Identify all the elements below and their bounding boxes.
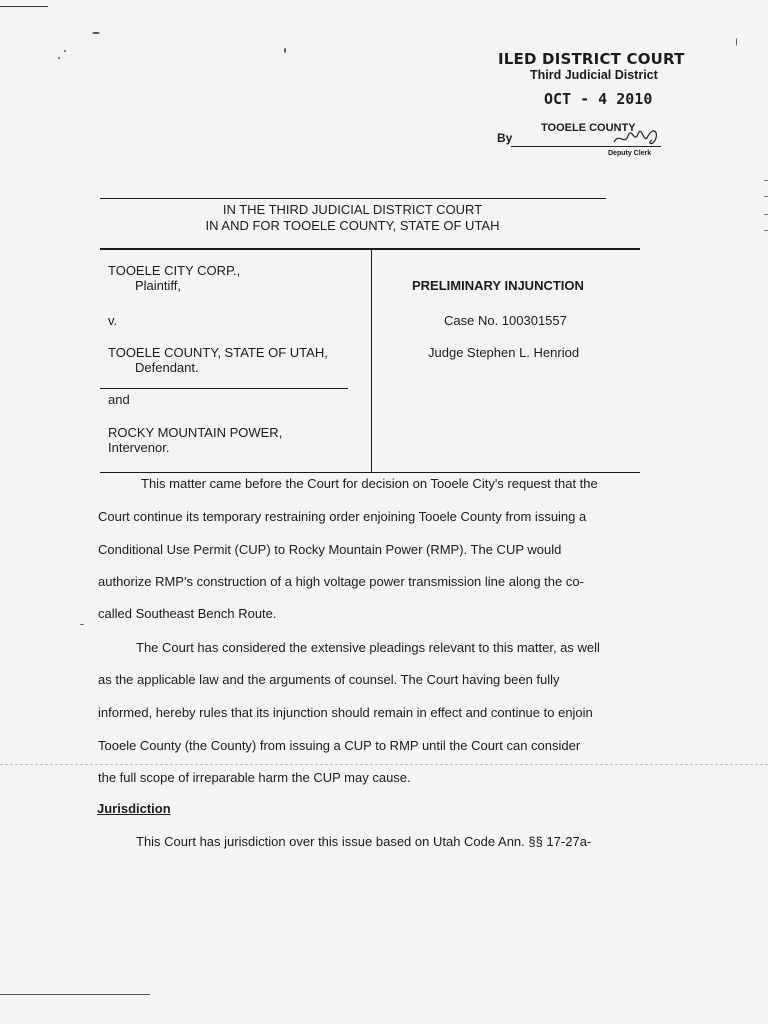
- scan-speck: [284, 48, 286, 53]
- paragraph-2-line: The Court has considered the extensive pleadings relevant to this matter, as well: [136, 640, 600, 655]
- paragraph-3-line: This Court has jurisdiction over this issue based on Utah Code Ann. §§ 17-27a-: [136, 834, 592, 849]
- paragraph-1-line: Court continue its temporary restraining order enjoining Tooele County from issuing a: [98, 509, 587, 524]
- case-number: Case No. 100301557: [444, 313, 567, 328]
- section-heading-jurisdiction: Jurisdiction: [97, 801, 171, 816]
- filing-stamp-date: OCT - 4 2010: [544, 90, 653, 108]
- scan-speck: [80, 624, 84, 625]
- intervenor-name: ROCKY MOUNTAIN POWER,: [108, 425, 283, 440]
- court-name-line-2: IN AND FOR TOOELE COUNTY, STATE OF UTAH: [205, 218, 500, 233]
- court-name-line-1: IN THE THIRD JUDICIAL DISTRICT COURT: [222, 202, 483, 217]
- filing-stamp-county: TOOELE COUNTY: [541, 122, 636, 134]
- filing-stamp-title: ILED DISTRICT COURT: [498, 50, 685, 68]
- filing-stamp-district: Third Judicial District: [530, 68, 658, 82]
- scan-speck: [764, 180, 768, 181]
- paragraph-2-line: the full scope of irreparable harm the CUP may cause.: [98, 770, 411, 785]
- intervenor-role: Intervenor.: [108, 440, 170, 455]
- paragraph-1-line: authorize RMP's construction of a high voltage power transmission line along the co-: [98, 574, 584, 589]
- scan-speck: [764, 196, 768, 197]
- defendant-role: Defendant.: [135, 360, 199, 375]
- scan-speck: [64, 50, 66, 52]
- scan-speck: [92, 32, 100, 34]
- caption-party-divider: [100, 388, 348, 389]
- paragraph-2-line: as the applicable law and the arguments of counsel. The Court having been fully: [98, 672, 560, 687]
- paragraph-1-line: This matter came before the Court for decision on Tooele City's request that the: [141, 476, 598, 491]
- filing-stamp-by-label: By: [497, 131, 513, 145]
- versus-label: v.: [108, 313, 118, 328]
- document-title: PRELIMINARY INJUNCTION: [412, 278, 584, 293]
- paragraph-1-line: Conditional Use Permit (CUP) to Rocky Mountain Power (RMP). The CUP would: [98, 542, 562, 557]
- scan-speck: [58, 57, 60, 59]
- plaintiff-role: Plaintiff,: [135, 278, 182, 293]
- scan-speck: [764, 214, 768, 215]
- caption-bottom-rule: [100, 472, 640, 473]
- paragraph-2-line: Tooele County (the County) from issuing a CUP to RMP until the Court can consider: [98, 738, 581, 753]
- and-label: and: [108, 392, 130, 407]
- caption-vertical-divider: [371, 250, 372, 472]
- caption-middle-rule: [100, 248, 640, 250]
- scan-speck: [736, 38, 737, 46]
- defendant-name: TOOELE COUNTY, STATE OF UTAH,: [108, 345, 328, 360]
- scan-dashed-line: [0, 764, 768, 765]
- paragraph-1-line: called Southeast Bench Route.: [98, 606, 277, 621]
- scan-edge-line-top: [0, 6, 48, 7]
- scan-speck: [764, 230, 768, 231]
- scan-edge-line-bottom: [0, 994, 150, 995]
- filing-stamp-clerk-label: Deputy Clerk: [608, 150, 652, 157]
- paragraph-2-line: informed, hereby rules that its injunction should remain in effect and continue to enjoin: [98, 705, 593, 720]
- caption-top-rule: [100, 198, 606, 199]
- judge-name: Judge Stephen L. Henriod: [428, 345, 580, 360]
- plaintiff-name: TOOELE CITY CORP.,: [108, 263, 241, 278]
- clerk-signature: [612, 122, 662, 150]
